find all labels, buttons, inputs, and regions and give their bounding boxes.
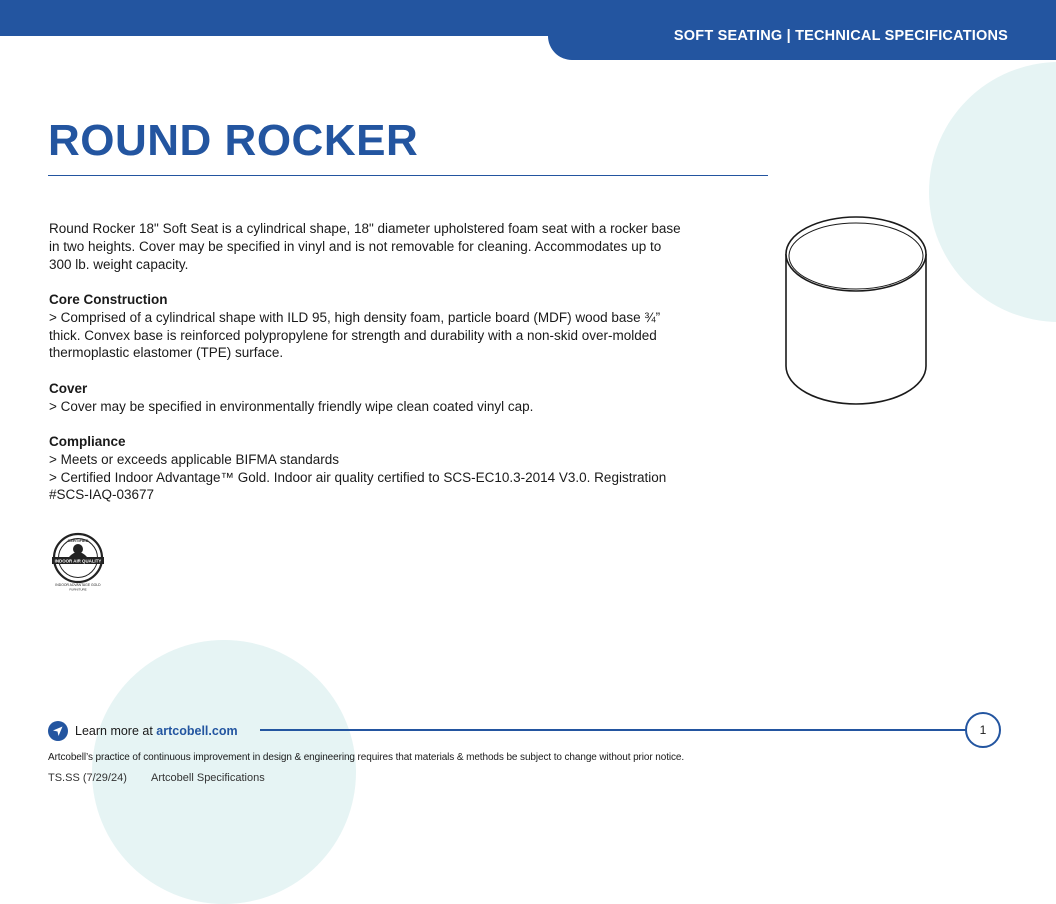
page-number: 1 [965, 712, 1001, 748]
title-divider [48, 175, 768, 176]
product-image-round-rocker [782, 210, 932, 410]
badge-band-text: INDOOR AIR QUALITY [54, 558, 102, 564]
description-line: Round Rocker 18" Soft Seat is a cylindrical shape, 18" diameter upholstered foam seat with a rocker base [49, 221, 681, 236]
badge-top-text: CERTIFIED [67, 538, 89, 543]
section-line: > Comprised of a cylindrical shape with ILD 95, high density foam, particle board (MDF) wood base ¾” [49, 309, 661, 325]
description-line: in two heights. Cover may be specified in vinyl and is not removable for cleaning. Accommodates up to [49, 238, 662, 254]
badge-caption-line2: FURNITURE [69, 587, 87, 592]
section-core-construction [49, 291, 729, 362]
section-line: > Certified Indoor Advantage™ Gold. Indoor air quality certified to SCS-EC10.3-2014 V3.0. Registration [49, 469, 667, 485]
decorative-circle-right [929, 62, 1056, 322]
website-link[interactable]: artcobell.com [156, 724, 238, 738]
section-line: > Cover may be specified in environmentally friendly wipe clean coated vinyl cap. [49, 398, 534, 414]
section-heading: Compliance [49, 433, 126, 449]
description-line: 300 lb. weight capacity. [49, 256, 189, 272]
spec-content [49, 220, 729, 522]
learn-more-text [75, 724, 238, 738]
disclaimer-text: Artcobell’s practice of continuous improvement in design & engineering requires that materials & methods be subject to change without prior notice. [48, 752, 685, 763]
section-line: #SCS-IAQ-03677 [49, 487, 155, 503]
learn-more-row [48, 721, 238, 741]
section-heading: Core Construction [49, 291, 168, 307]
badge-caption-line1: INDOOR ADVANTAGE GOLD [55, 583, 101, 587]
section-line: thermoplastic elastomer (TPE) surface. [49, 345, 284, 361]
footer-divider [260, 729, 966, 731]
navigation-arrow-icon [48, 721, 68, 741]
section-cover [49, 380, 729, 416]
header-section-label: SOFT SEATING | TECHNICAL SPECIFICATIONS [673, 28, 1008, 44]
product-description [49, 220, 729, 273]
document-name: Artcobell Specifications [151, 772, 265, 784]
document-code: TS.SS (7/29/24) [48, 772, 127, 784]
section-heading: Cover [49, 380, 88, 396]
section-line: thick. Convex base is reinforced polypropylene for strength and durability with a non-skid over-molded [49, 327, 657, 343]
section-line: > Meets or exceeds applicable BIFMA standards [49, 451, 340, 467]
certification-badge [50, 531, 106, 593]
page-title: ROUND ROCKER [48, 116, 419, 165]
learn-more-prefix: Learn more at [75, 724, 157, 738]
section-compliance [49, 433, 729, 504]
